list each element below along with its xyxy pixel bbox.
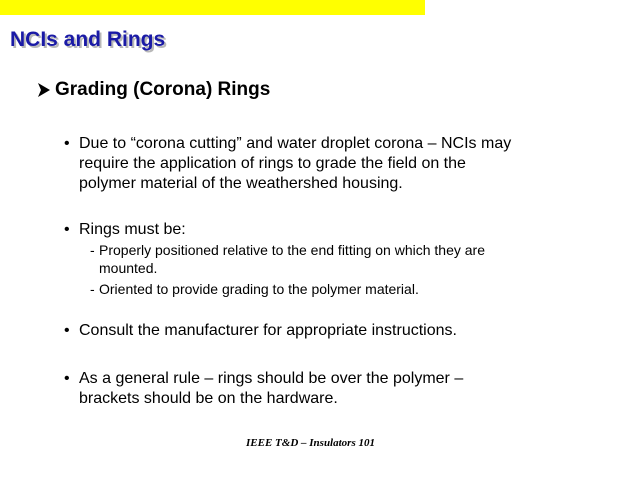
bullet-text-line: As a general rule – rings should be over the polymer –: [79, 370, 464, 387]
section-heading: [34, 79, 270, 101]
bullet-text-line: Due to “corona cutting” and water droplet corona – NCIs may: [79, 135, 512, 152]
bullet-icon: •: [64, 135, 70, 152]
sub-bullet-text-line: Properly positioned relative to the end fitting on which they are: [99, 242, 486, 258]
bullet-icon: •: [64, 370, 70, 387]
section-heading-text: Grading (Corona) Rings: [55, 79, 271, 100]
bullet-icon: •: [64, 221, 70, 238]
arrow-icon: [34, 80, 54, 100]
bullet-text-line: brackets should be on the hardware.: [79, 390, 338, 407]
dash-icon: -: [90, 242, 95, 258]
sub-bullet-text-line: Oriented to provide grading to the polymer material.: [99, 281, 419, 297]
slide-title: NCIs and Rings: [10, 28, 166, 51]
top-accent-bar: [0, 0, 425, 15]
bullet-text-line: Consult the manufacturer for appropriate instructions.: [79, 322, 457, 339]
bullet-text-line: Rings must be:: [79, 221, 186, 238]
sub-bullet-text-line: mounted.: [99, 260, 158, 276]
bullet-text-line: polymer material of the weathershed housing.: [79, 175, 403, 192]
bullet-text-line: require the application of rings to grade the field on the: [79, 155, 466, 172]
dash-icon: -: [90, 281, 95, 297]
bullet-icon: •: [64, 322, 70, 339]
slide-footer: IEEE T&D – Insulators 101: [246, 437, 375, 449]
